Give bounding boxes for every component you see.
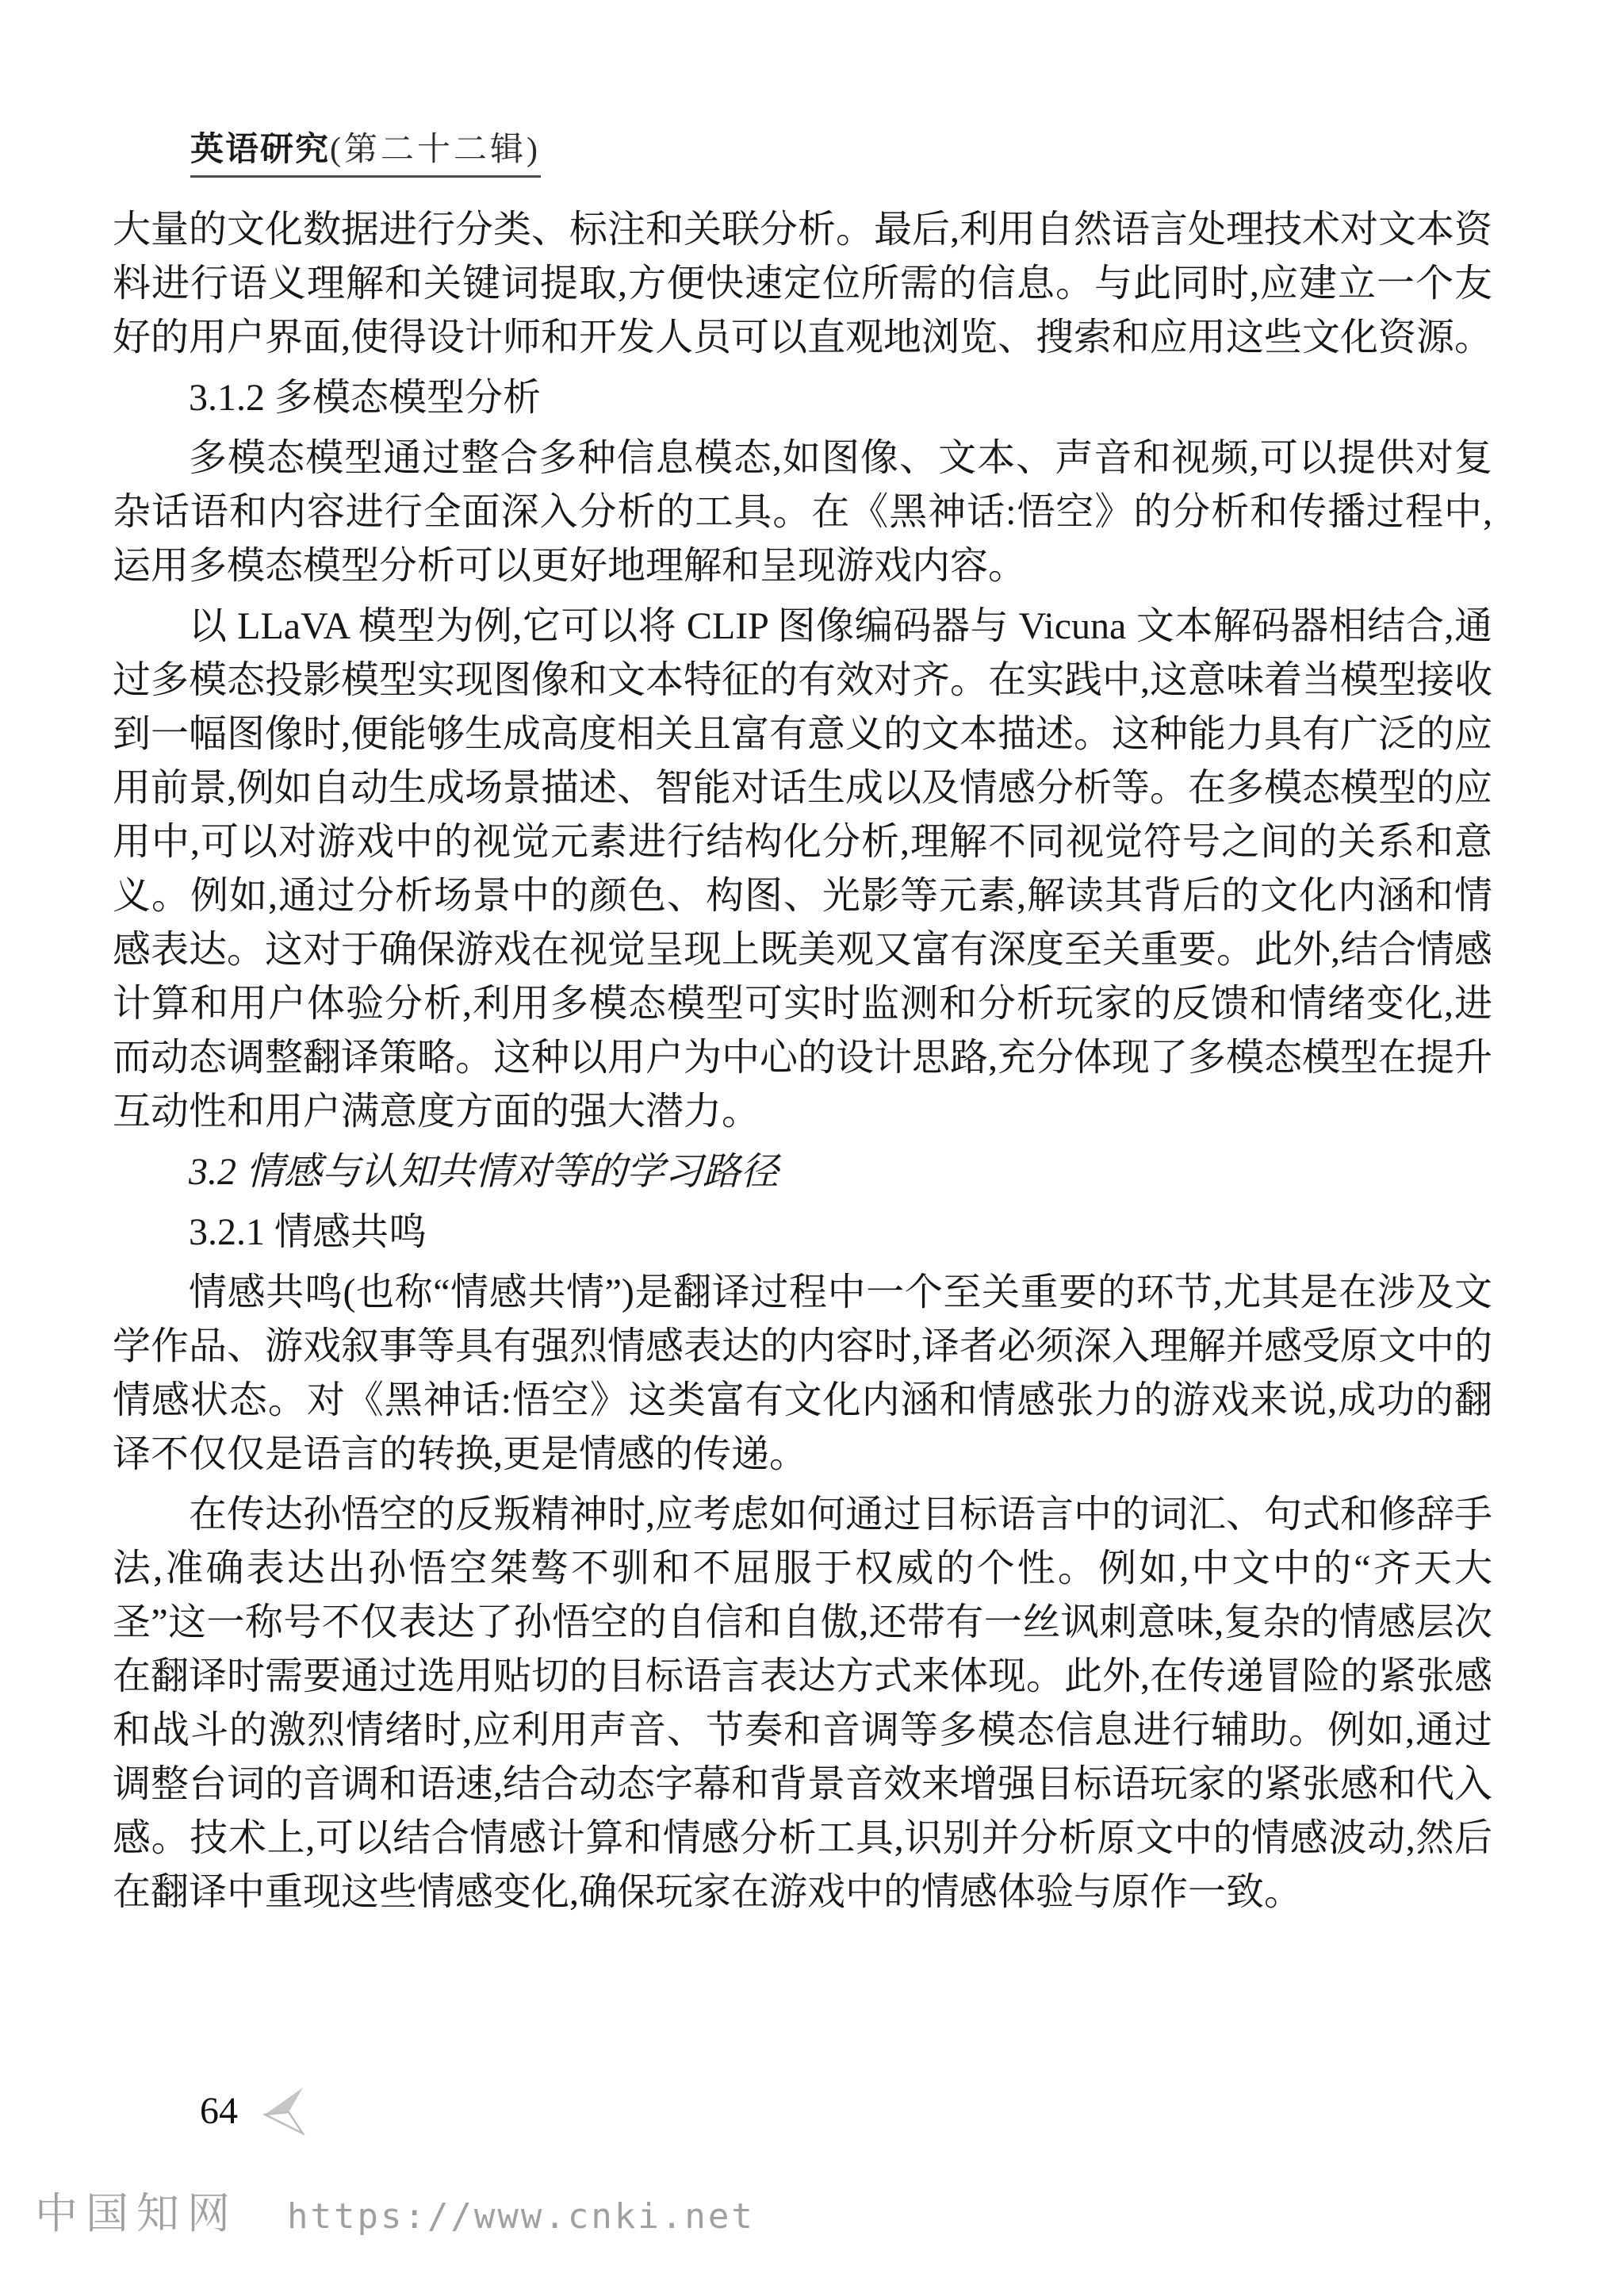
paragraph: 多模态模型通过整合多种信息模态,如图像、文本、声音和视频,可以提供对复杂话语和内容进行全面深入分析的工具。在《黑神话:悟空》的分析和传播过程中,运用多模态模型分析可以更好地理解和呈现游戏内容。 <box>113 437 1492 587</box>
running-head <box>190 130 541 178</box>
paragraph: 在传达孙悟空的反叛精神时,应考虑如何通过目标语言中的词汇、句式和修辞手法,准确表达出孙悟空桀骜不驯和不屈服于权威的个性。例如,中文中的“齐天大圣”这一称号不仅表达了孙悟空的自信和自傲,还带有一丝讽刺意味,复杂的情感层次在翻译时需要通过选用贴切的目标语言表达方式来体现。此外,在传递冒险的紧张感和战斗的激烈情绪时,应利用声音、节奏和音调等多模态信息进行辅助。例如,通过调整台词的音调和语速,结合动态字幕和背景音效来增强目标语玩家的紧张感和代入感。技术上,可以结合情感计算和情感分析工具,识别并分析原文中的情感波动,然后在翻译中重现这些情感变化,确保玩家在游戏中的情感体验与原作一致。 <box>113 1494 1493 1913</box>
journal-volume: (第二十二辑) <box>330 132 541 168</box>
page-marker-arrow-icon <box>263 2086 306 2135</box>
page-number: 64 <box>200 2089 238 2132</box>
cnki-logo-text: 中国知网 <box>35 2190 238 2237</box>
section-heading-3-2: 3.2 情感与认知共情对等的学习路径 <box>189 1151 779 1193</box>
paragraph-continuation: 大量的文化数据进行分类、标注和关联分析。最后,利用自然语言处理技术对文本资料进行语义理解和关键词提取,方便快速定位所需的信息。与此同时,应建立一个友好的用户界面,使得设计师和开发人员可以直观地浏览、搜索和应用这些文化资源。 <box>113 209 1493 359</box>
cnki-url: https://www.cnki.net <box>287 2196 755 2237</box>
paragraph: 情感共鸣(也称“情感共情”)是翻译过程中一个至关重要的环节,尤其是在涉及文学作品、游戏叙事等具有强烈情感表达的内容时,译者必须深入理解并感受原文中的情感状态。对《黑神话:悟空》这类富有文化内涵和情感张力的游戏来说,成功的翻译不仅仅是语言的转换,更是情感的传递。 <box>113 1271 1493 1475</box>
page-footer <box>200 2086 306 2135</box>
cnki-watermark <box>35 2180 755 2241</box>
paragraph: 以 LLaVA 模型为例,它可以将 CLIP 图像编码器与 Vicuna 文本解码器相结合,通过多模态投影模型实现图像和文本特征的有效对齐。在实践中,这意味着当模型接收到一幅图像时,便能够生成高度相关且富有意义的文本描述。这种能力具有广泛的应用前景,例如自动生成场景描述、智能对话生成以及情感分析等。在多模态模型的应用中,可以对游戏中的视觉元素进行结构化分析,理解不同视觉符号之间的关系和意义。例如,通过分析场景中的颜色、构图、光影等元素,解读其背后的文化内涵和情感表达。这对于确保游戏在视觉呈现上既美观又富有深度至关重要。此外,结合情感计算和用户体验分析,利用多模态模型可实时监测和分析玩家的反馈和情绪变化,进而动态调整翻译策略。这种以用户为中心的设计思路,充分体现了多模态模型在提升互动性和用户满意度方面的强大潜力。 <box>113 605 1493 1133</box>
article-body <box>113 203 1492 1919</box>
journal-title: 英语研究 <box>190 132 331 168</box>
section-heading-3-1-2: 3.1.2 多模态模型分析 <box>189 377 542 419</box>
section-heading-3-2-1: 3.2.1 情感共鸣 <box>189 1211 427 1253</box>
